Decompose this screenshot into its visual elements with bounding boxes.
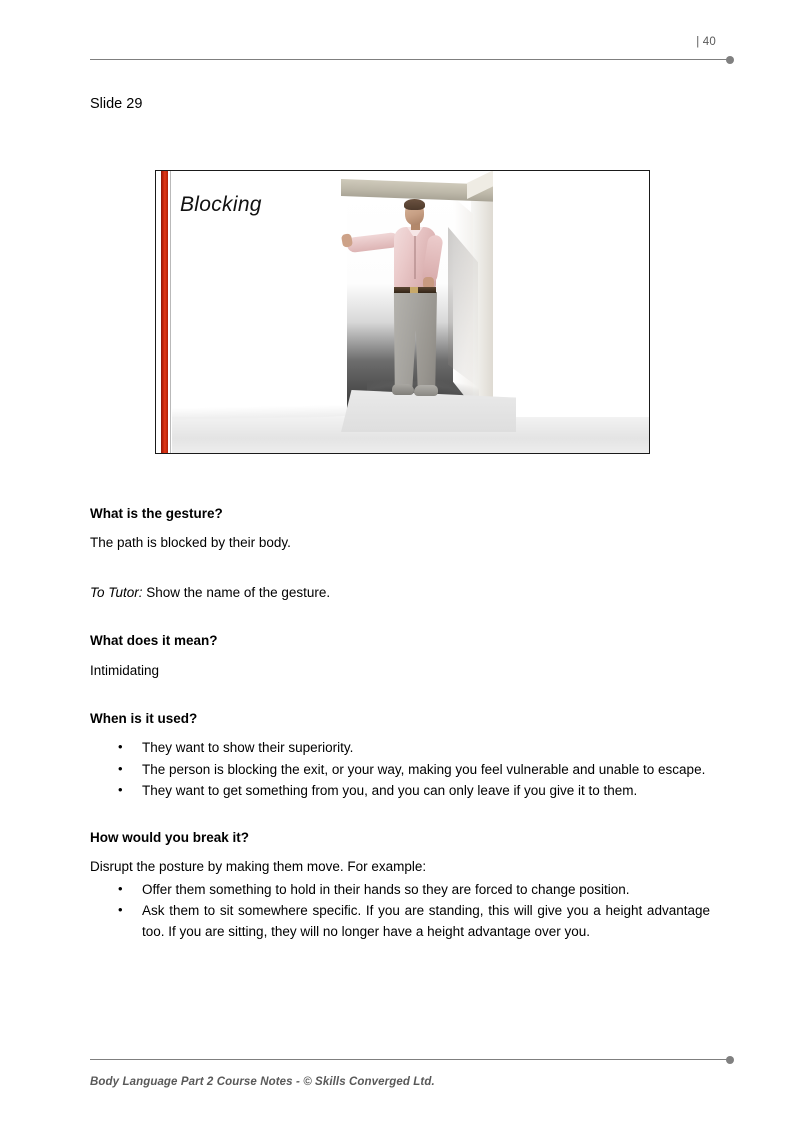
list-item: • The person is blocking the exit, or your way, making you feel vulnerable and unable to escape. <box>142 760 712 781</box>
slide-title: Blocking <box>180 193 262 216</box>
figure-left-shoe <box>392 384 414 395</box>
heading-what-does-it-mean: What does it mean? <box>90 633 218 649</box>
figure-belt-buckle <box>410 287 418 293</box>
person-figure <box>369 201 461 409</box>
doorway-scene-illustration <box>341 175 516 425</box>
page-content <box>90 505 712 943</box>
tutor-note-text: Show the name of the gesture. <box>142 584 331 600</box>
heading-when-is-it-used: When is it used? <box>90 711 198 727</box>
bullet-list-how-would-you-break-it <box>90 880 712 943</box>
page-header <box>90 36 734 72</box>
header-end-dot <box>726 56 734 64</box>
slide-label: Slide 29 <box>90 96 143 112</box>
tutor-note-label: To Tutor: <box>90 584 143 600</box>
list-item: • They want to show their superiority. <box>142 738 712 759</box>
list-item: • Ask them to sit somewhere specific. If you are standing, this will give you a height advantage too. If you are sitting, they will no longer have a height advantage over you. <box>142 901 712 942</box>
slide-accent-stripe <box>161 171 168 453</box>
spacer <box>90 602 712 632</box>
bullet-list-when-is-it-used <box>90 738 712 802</box>
list-item: • Offer them something to hold in their hands so they are forced to change position. <box>142 880 712 901</box>
spacer <box>90 803 712 829</box>
slide-image <box>155 170 650 454</box>
header-divider-line <box>90 59 730 60</box>
spacer <box>90 553 712 583</box>
paragraph-what-is-the-gesture: The path is blocked by their body. <box>90 535 291 551</box>
footer-text: Body Language Part 2 Course Notes - © Skills Converged Ltd. <box>90 1076 435 1088</box>
heading-what-is-the-gesture: What is the gesture? <box>90 506 223 521</box>
footer-divider-line <box>90 1059 730 1060</box>
page-footer <box>90 1059 734 1099</box>
figure-right-shoe <box>414 385 438 396</box>
figure-trousers <box>393 292 437 388</box>
figure-hair <box>404 199 425 210</box>
footer-end-dot <box>726 1056 734 1064</box>
page-number: | 40 <box>696 36 716 48</box>
heading-how-would-you-break-it: How would you break it? <box>90 829 250 845</box>
paragraph-what-does-it-mean: Intimidating <box>90 662 160 678</box>
paragraph-how-would-you-break-it: Disrupt the posture by making them move. For example: <box>90 859 427 875</box>
list-item: • They want to get something from you, and you can only leave if you give it to them. <box>142 781 712 802</box>
figure-left-hand <box>341 233 353 248</box>
figure-shirt-placket <box>414 231 416 279</box>
spacer <box>90 680 712 710</box>
tutor-note <box>90 583 712 603</box>
